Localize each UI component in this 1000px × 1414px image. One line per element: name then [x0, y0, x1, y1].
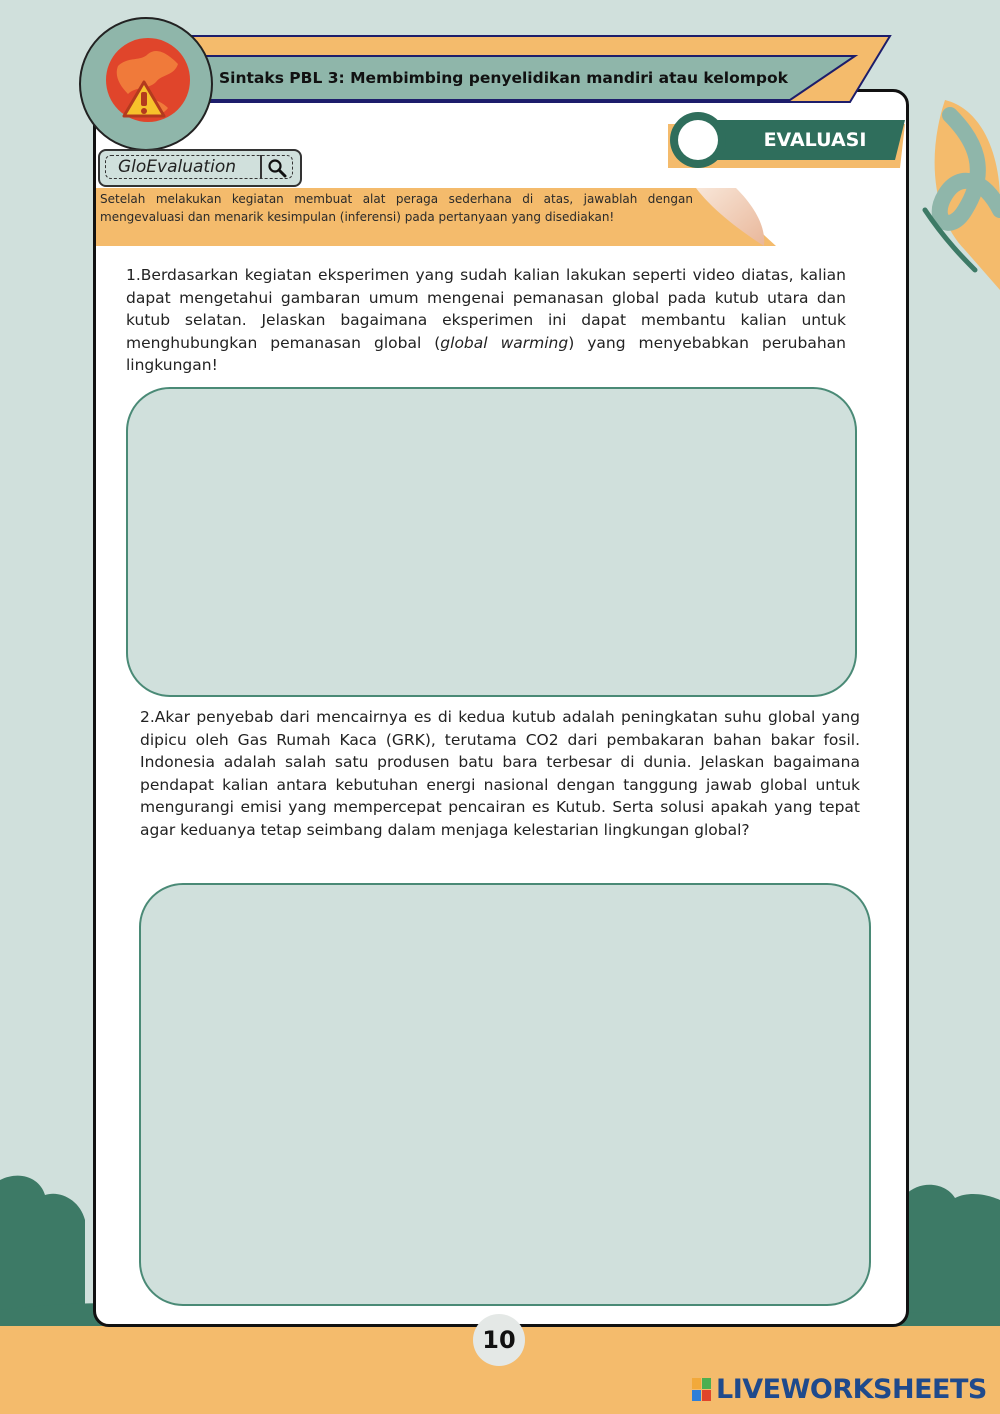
watermark	[692, 1373, 992, 1407]
question-1-text: 1.Berdasarkan kegiatan eksperimen yang sudah kalian lakukan seperti video diatas, kalian dapat mengetahui gambaran umum mengenai pemanasan global pada kutub utara dan kutub selatan. Jelaskan bagaimana eksperimen ini dapat membantu kalian untuk menghubungkan pemanasan global (	[126, 266, 846, 352]
answer-box-2[interactable]	[139, 883, 871, 1306]
liveworksheets-logo-icon	[692, 1378, 712, 1402]
search-divider	[260, 155, 262, 179]
swirl-decoration	[905, 100, 1000, 290]
question-1-italic: global warming	[440, 333, 569, 352]
search-bar[interactable]	[98, 149, 302, 187]
watermark-text: LIVEWORKSHEETS	[716, 1374, 987, 1405]
answer-box-1[interactable]	[126, 387, 857, 697]
question-1-text-end: ) yang menyebabkan perubahan lingkungan!	[126, 333, 846, 375]
warning-globe-icon	[78, 16, 214, 152]
page-number: 10	[473, 1314, 525, 1366]
search-icon[interactable]	[267, 158, 287, 178]
question-1	[126, 264, 846, 377]
search-label: GloEvaluation	[118, 157, 236, 177]
header-title: Sintaks PBL 3: Membimbing penyelidikan mandiri atau kelompok	[219, 69, 788, 87]
question-2: 2.Akar penyebab dari mencairnya es di kedua kutub adalah peningkatan suhu global yang dipicu oleh Gas Rumah Kaca (GRK), terutama CO2 dari pembakaran bahan bakar fosil. Indonesia adalah salah satu produsen batu bara terbesar di dunia. Jelaskan bagaimana pendapat kalian antara kebutuhan energi nasional dengan tanggung jawab global untuk mengurangi emisi yang mempercepat pencairan es Kutub. Serta solusi apakah yang tepat agar keduanya tetap seimbang dalam menjaga kelestarian lingkungan global?	[140, 708, 860, 839]
instruction-text: Setelah melakukan kegiatan membuat alat peraga sederhana di atas, jawablah dengan mengevaluasi dan menarik kesimpulan (inferensi) pada pertanyaan yang disediakan!	[100, 192, 693, 224]
section-label: EVALUASI	[763, 129, 867, 151]
